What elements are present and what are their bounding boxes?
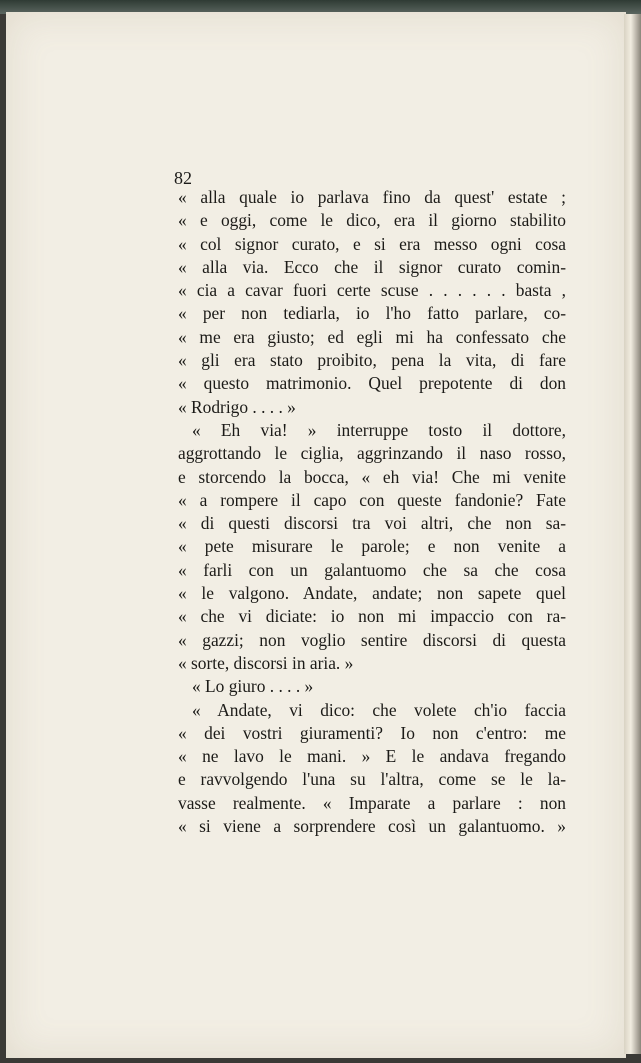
text-line: e ravvolgendo l'una su l'altra, come se le la- <box>178 769 566 790</box>
text-line: « e oggi, come le dico, era il giorno stabilito <box>178 210 566 231</box>
body-text <box>178 186 566 838</box>
text-line: « Andate, vi dico: che volete ch'io faccia <box>192 699 566 720</box>
text-line: « per non tediarla, io l'ho fatto parlare, co- <box>178 303 566 324</box>
text-line: e storcendo la bocca, « eh via! Che mi venite <box>178 466 566 487</box>
text-line: aggrottando le ciglia, aggrinzando il naso rosso, <box>178 443 566 464</box>
text-line: « pete misurare le parole; e non venite a <box>178 536 566 557</box>
page-stack-edge <box>624 14 641 1054</box>
text-line: « dei vostri giuramenti? Io non c'entro: me <box>178 722 566 743</box>
text-line: « Lo giuro . . . . » <box>192 676 314 697</box>
text-line: « cia a cavar fuori certe scuse . . . . . . basta , <box>178 280 566 301</box>
text-line: « le valgono. Andate, andate; non sapete quel <box>178 583 566 604</box>
text-line: « si viene a sorprendere così un galantuomo. » <box>178 816 566 837</box>
text-line: « alla via. Ecco che il signor curato comin- <box>178 256 566 277</box>
text-line: vasse realmente. « Imparate a parlare : non <box>178 792 566 813</box>
text-line: « di questi discorsi tra voi altri, che non sa- <box>178 513 566 534</box>
text-line: « che vi diciate: io non mi impaccio con ra- <box>178 606 566 627</box>
text-line: « alla quale io parlava fino da quest' estate ; <box>178 187 566 207</box>
text-line: « Eh via! » interruppe tosto il dottore, <box>192 419 566 440</box>
text-line: « sorte, discorsi in aria. » <box>178 652 354 673</box>
text-line: « farli con un galantuomo che sa che cosa <box>178 559 566 580</box>
page-number: 82 <box>174 168 192 188</box>
text-line: « gli era stato proibito, pena la vita, di fare <box>178 350 566 371</box>
text-line: « Rodrigo . . . . » <box>178 396 296 417</box>
text-line: « col signor curato, e si era messo ogni cosa <box>178 233 566 254</box>
text-line: « gazzi; non voglio sentire discorsi di questa <box>178 629 566 650</box>
text-line: « a rompere il capo con queste fandonie? Fate <box>178 489 566 510</box>
text-line: « me era giusto; ed egli mi ha confessato che <box>178 326 566 347</box>
text-line: « questo matrimonio. Quel prepotente di don <box>178 373 566 394</box>
text-line: « ne lavo le mani. » E le andava fregando <box>178 746 566 767</box>
